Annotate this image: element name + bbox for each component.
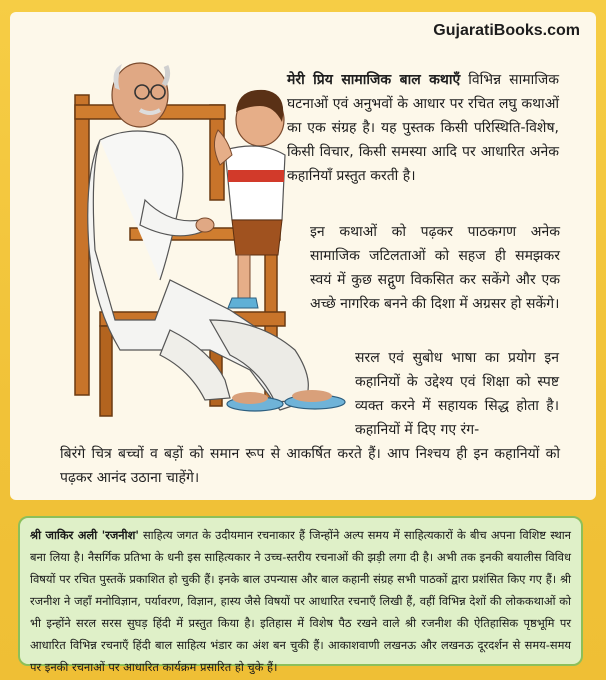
intro-paragraph-2: इन कथाओं को पढ़कर पाठकगण अनेक सामाजिक जटिलताओं को सहज ही समझकर स्वयं में कुछ सद्गुण विकसित कर सकेंगे और एक अच्छे नागरिक बनने की दिशा में अग्रसर हो सकेंगे। [310,224,560,312]
author-bio: साहित्य जगत के उदीयमान रचनाकार हैं जिन्होंने अल्प समय में साहित्यकारों के बीच अपना विशिष्ट स्थान बना लिया है। नैसर्गिक प्रतिभा के धनी इस साहित्यकार ने उच्च-स्तरीय रचनाओं की झड़ी लगा दी है। अभी तक इनकी बयालीस विविध विषयों पर रचित पुस्तकें प्रकाशित हो चुकी हैं। इनके बाल उपन्यास और बाल कहानी संग्रह सभी पाठकों द्वारा प्रशंसित किए गए हैं। श्री रजनीश ने जहाँ मनोविज्ञान, पर्यावरण, विज्ञान, हास्य जैसे विषयों पर आधारित रचनाएँ लिखी हैं, वहीं विभिन्न देशों की लोककथाओं को भी इन्होंने सरल सरस सुघड़ हिंदी में प्रस्तुत किया है। इतिहास में विशेष पैठ रखने वाले श्री रजनीश की ऐतिहासिक पृष्ठभूमि पर आधारित विभिन्न रचनाएँ हिंदी बाल साहित्य भंडार का अंश बन चुकी हैं। आकाशवाणी लखनऊ और लखनऊ दूरदर्शन से समय-समय पर इनकी रचनाओं पर आधारित कार्यक्रम प्रसारित हो चुके हैं। [30,528,571,674]
book-title-lead: मेरी प्रिय सामाजिक बाल कथाएँ [287,72,461,88]
site-watermark: GujaratiBooks.com [433,22,580,39]
author-info-box [18,516,583,674]
intro-paragraph-3b: बिरंगे चित्र बच्चों व बड़ों को समान रूप से आकर्षित करते हैं। आप निश्चय ही इन कहानियों को पढ़कर आनंद उठाना चाहेंगे। [60,446,560,486]
intro-text-1: विभिन्न सामाजिक घटनाओं एवं अनुभवों के आधार पर रचित लघु कथाओं का एक संग्रह है। यह पुस्तक किसी परिस्थिति-विशेष, किसी विचार, किसी समस्या आदि पर आधारित अनेक कहानियाँ प्रस्तुत करती है। [287,72,559,184]
author-name: श्री जाकिर अली 'रजनीश' [30,528,139,542]
intro-paragraph-1 [287,68,559,188]
intro-paragraph-3a: सरल एवं सुबोध भाषा का प्रयोग इन कहानियों के उद्देश्य एवं शिक्षा को स्पष्ट व्यक्त करने में सहायक सिद्ध होता है। कहानियों में दिए गए रंग- [355,350,559,438]
